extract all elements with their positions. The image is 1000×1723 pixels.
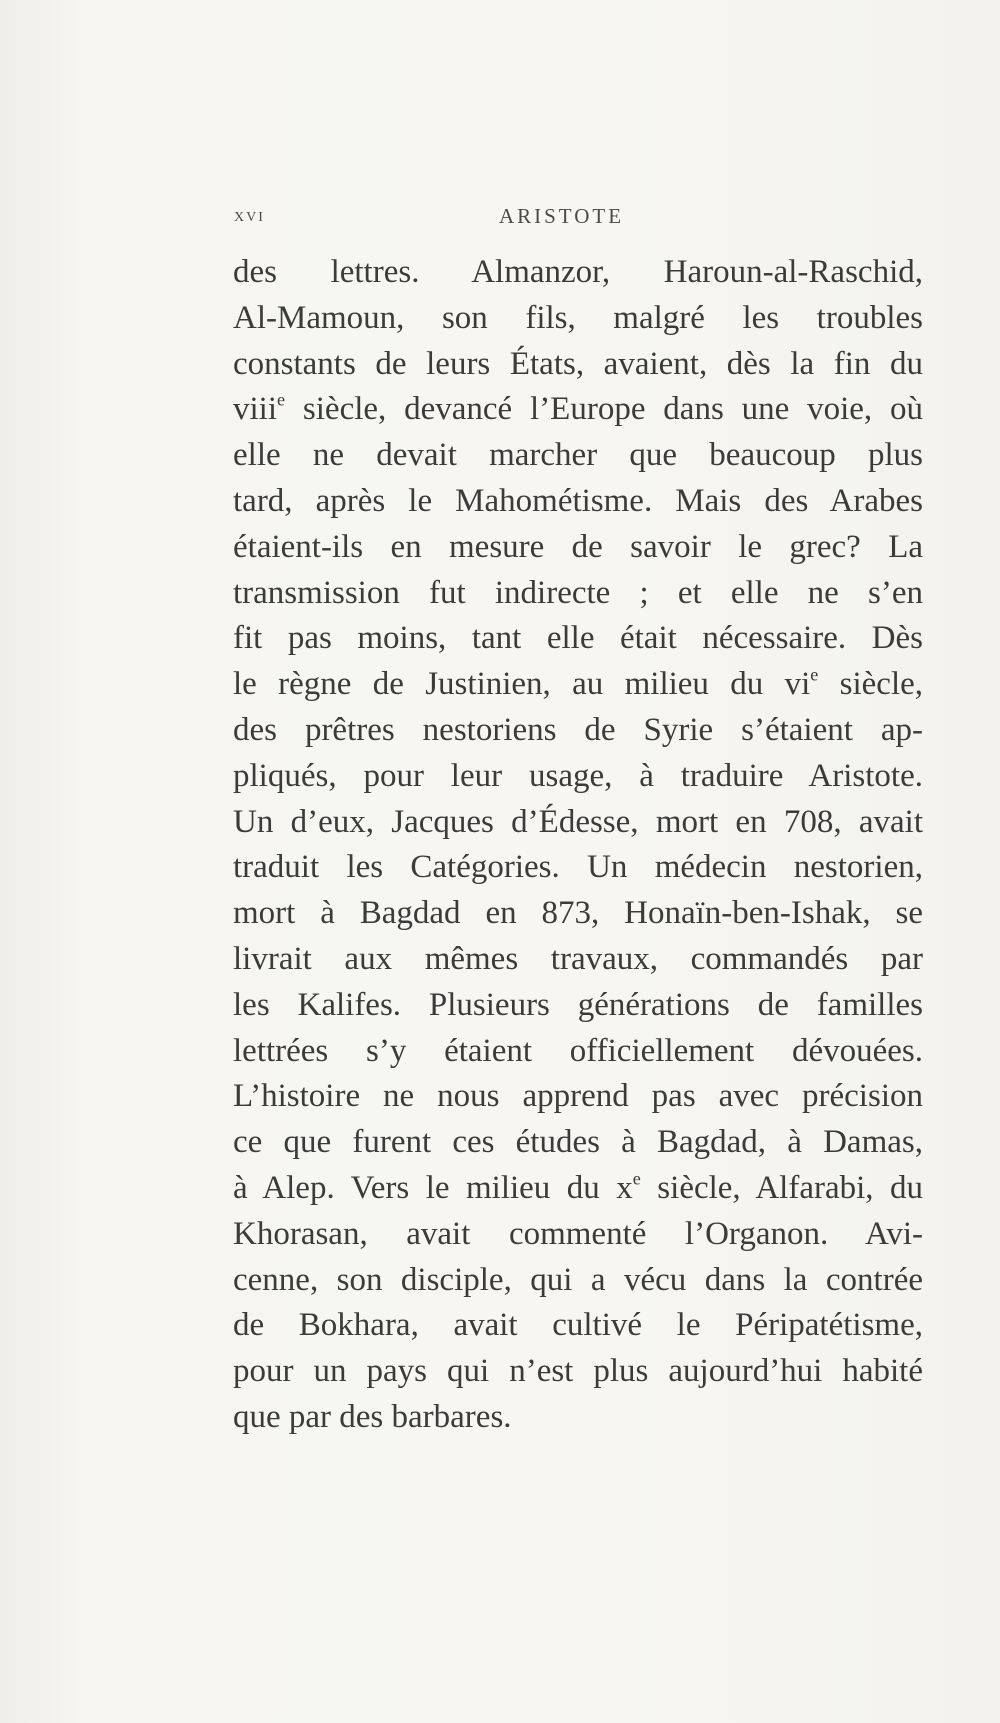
text-line xyxy=(233,937,923,983)
text-line-continuation: siècle, Alfarabi, du xyxy=(640,1169,923,1206)
text-line xyxy=(233,800,923,846)
running-head xyxy=(234,204,914,234)
text-line-content: Un d’eux, Jacques d’Édesse, mort en 708, avait xyxy=(233,803,923,840)
text-line xyxy=(233,525,923,571)
text-line xyxy=(233,296,923,342)
page-number: xvi xyxy=(234,204,265,226)
text-line xyxy=(233,342,923,388)
text-line-content: transmission fut indirecte ; et elle ne s’en xyxy=(233,574,923,611)
text-line xyxy=(233,250,923,296)
superscript: e xyxy=(277,389,286,410)
running-title: ARISTOTE xyxy=(498,204,625,228)
text-line xyxy=(233,1212,923,1258)
text-line-content: des lettres. Almanzor, Haroun-al-Raschid, xyxy=(233,254,923,290)
text-line xyxy=(233,1074,923,1120)
text-line xyxy=(233,754,923,800)
text-line-content: viii xyxy=(233,391,278,428)
text-line xyxy=(233,1029,923,1075)
text-line-content: elle ne devait marcher que beaucoup plus xyxy=(233,437,923,474)
text-line xyxy=(233,571,923,617)
text-line-content: livrait aux mêmes travaux, commandés par xyxy=(233,940,923,977)
superscript: e xyxy=(810,664,819,685)
text-line-content: étaient-ils en mesure de savoir le grec? La xyxy=(233,528,923,565)
text-line-content: cenne, son disciple, qui a vécu dans la contrée xyxy=(233,1261,923,1298)
text-line xyxy=(233,891,923,937)
text-line xyxy=(233,1166,923,1212)
text-line xyxy=(233,1120,923,1166)
text-line xyxy=(233,983,923,1029)
text-line-content: mort à Bagdad en 873, Honaïn-ben-Ishak, se xyxy=(233,895,923,932)
text-line-content: pliqués, pour leur usage, à traduire Aristote. xyxy=(233,757,923,794)
text-line-content: des prêtres nestoriens de Syrie s’étaient ap- xyxy=(233,711,923,748)
text-line xyxy=(233,479,923,525)
text-line-content: fit pas moins, tant elle était nécessaire. Dès xyxy=(233,620,923,657)
text-line-content: tard, après le Mahométisme. Mais des Arabes xyxy=(233,482,923,519)
text-line xyxy=(233,845,923,891)
text-line-content: les Kalifes. Plusieurs générations de familles xyxy=(233,986,923,1023)
text-line xyxy=(233,662,923,708)
text-line-content: constants de leurs États, avaient, dès la fin du xyxy=(233,345,923,382)
text-line-content: traduit les Catégories. Un médecin nestorien, xyxy=(233,849,923,886)
text-line xyxy=(233,708,923,754)
text-line xyxy=(233,616,923,662)
text-line-content: Al-Mamoun, son fils, malgré les troubles xyxy=(233,299,923,336)
text-line xyxy=(233,387,923,433)
body-text xyxy=(233,250,923,1441)
text-line-content: pour un pays qui n’est plus aujourd’hui habité xyxy=(233,1353,923,1390)
text-line-content: Khorasan, avait commenté l’Organon. Avi- xyxy=(233,1215,923,1252)
text-line-content: ce que furent ces études à Bagdad, à Damas, xyxy=(233,1124,923,1161)
text-line xyxy=(233,433,923,479)
superscript: e xyxy=(632,1168,641,1189)
text-line xyxy=(233,1395,923,1441)
text-line-continuation: siècle, xyxy=(818,666,924,703)
text-line-content: le règne de Justinien, au milieu du vi xyxy=(233,666,811,703)
text-line xyxy=(233,1349,923,1395)
text-line-continuation: siècle, devancé l’Europe dans une voie, où xyxy=(285,391,923,428)
text-line xyxy=(233,1258,923,1304)
text-line-content: L’histoire ne nous apprend pas avec précision xyxy=(233,1078,923,1115)
text-line-content: lettrées s’y étaient officiellement dévouées. xyxy=(233,1032,923,1069)
text-line xyxy=(233,1303,923,1349)
text-line-content: de Bokhara, avait cultivé le Péripatétisme, xyxy=(233,1307,923,1344)
text-line-content: à Alep. Vers le milieu du x xyxy=(233,1169,633,1206)
text-line-content: que par des barbares. xyxy=(233,1398,512,1435)
